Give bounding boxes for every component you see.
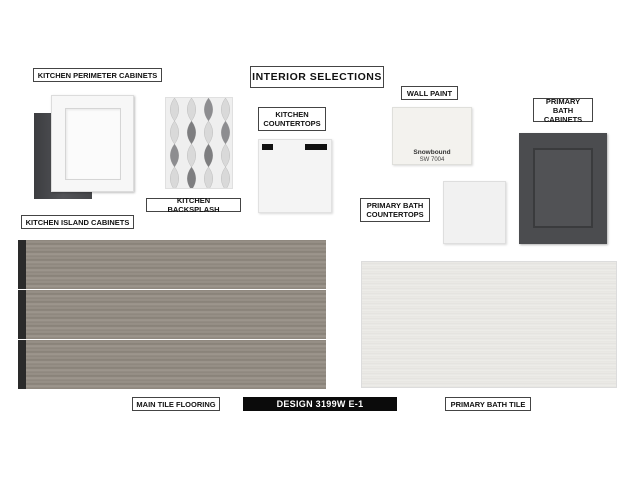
paint-name: Snowbound [413,149,451,156]
label-wall-paint: WALL PAINT [401,86,458,100]
cabinet-door-panel [65,108,121,180]
primary-bath-cabinet-sample [519,133,607,244]
plank-edge-label [18,340,26,389]
label-kitchen-island-cabinets: KITCHEN ISLAND CABINETS [21,215,134,229]
kitchen-countertop-sample [258,139,332,213]
paint-code: SW 7004 [419,157,445,163]
primary-bath-tile-sample [361,261,617,388]
plank-edge-label [18,290,26,339]
label-main-tile-flooring: MAIN TILE FLOORING [132,397,220,411]
floor-plank [18,240,326,289]
kitchen-perimeter-cabinet-sample [51,95,134,192]
plank-edge-label [18,240,26,289]
label-primary-bath-cabinets: PRIMARY BATH CABINETS [533,98,593,122]
label-primary-bath-countertops: PRIMARY BATH COUNTERTOPS [360,198,430,222]
floor-plank [18,290,326,339]
backsplash-pattern [166,98,233,189]
label-kitchen-backsplash: KITCHEN BACKSPLASH [146,198,241,212]
sample-tag [262,144,273,150]
design-badge: DESIGN 3199W E-1 [243,397,397,411]
main-tile-flooring-sample [18,240,326,390]
wall-paint-swatch [392,107,472,165]
label-kitchen-perimeter-cabinets: KITCHEN PERIMETER CABINETS [33,68,162,82]
label-kitchen-countertops: KITCHEN COUNTERTOPS [258,107,326,131]
floor-plank [18,340,326,389]
kitchen-backsplash-sample [165,97,233,189]
cabinet-door-panel [533,148,593,228]
label-primary-bath-tile: PRIMARY BATH TILE [445,397,531,411]
sample-tag [305,144,327,150]
page-title: INTERIOR SELECTIONS [250,66,384,88]
primary-bath-countertop-sample [443,181,506,244]
